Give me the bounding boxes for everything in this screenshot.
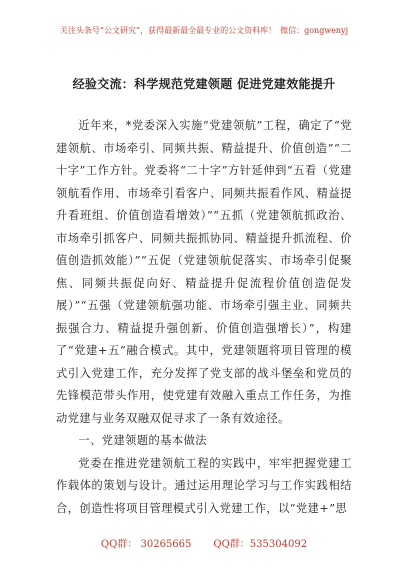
document-title: 经验交流：科学规范党建领题 促进党建效能提升 [72, 77, 336, 91]
document-body [56, 115, 352, 520]
qq-group-2: QQ群：535304092 [213, 539, 308, 550]
promo-banner-text: 关注头条号“公文研究”，获得最新最全最专业的公文资料库！ [59, 26, 277, 35]
intro-paragraph: 近年来，*党委深入实施“党建领航”工程，确定了“党建领航、市场牵引、同频共振、精益提升、价值创造”“二十字”工作方针。党委将“二十字”方针延伸到“五看（党建领航看作用、市场牵引看客户、同频共振看作风、精益提升看班组、价值创造看增效）”“五抓（党建领航抓政治、市场牵引抓客户、同频共振抓协同、精益提升抓流程、价值创造抓效能）”“五促（党建领航促落实、市场牵引促聚焦、同频共振促向好、精益提升促流程价值创造促发展）”“五强（党建领航强功能、市场牵引强主业、同频共振强合力、精益提升强创新、价值创造强增长）”，构建了“党建+五”融合模式。其中，党建领题将项目管理的模式引入党建工作，充分发挥了党支部的战斗堡垒和党员的先锋模范带头作用，使党建有效融入重点工作任务，为推动党建与业务双融双促寻求了一条有效途径。 [56, 119, 352, 425]
qq-group-1: QQ群： 30265665 [100, 539, 192, 550]
section-heading: 一、党建领题的基本做法 [78, 434, 207, 447]
wechat-id: 微信：gongwenyj [280, 26, 349, 35]
section-paragraph: 党委在推进党建领航工程的实践中，牢牢把握党建工作载体的策划与设计。通过运用理论学习与工作实践相结合，创造性将项目管理模式引入党建工作，以“党建+”思 [56, 456, 352, 515]
promo-banner [0, 26, 408, 36]
footer-contact [0, 539, 408, 551]
